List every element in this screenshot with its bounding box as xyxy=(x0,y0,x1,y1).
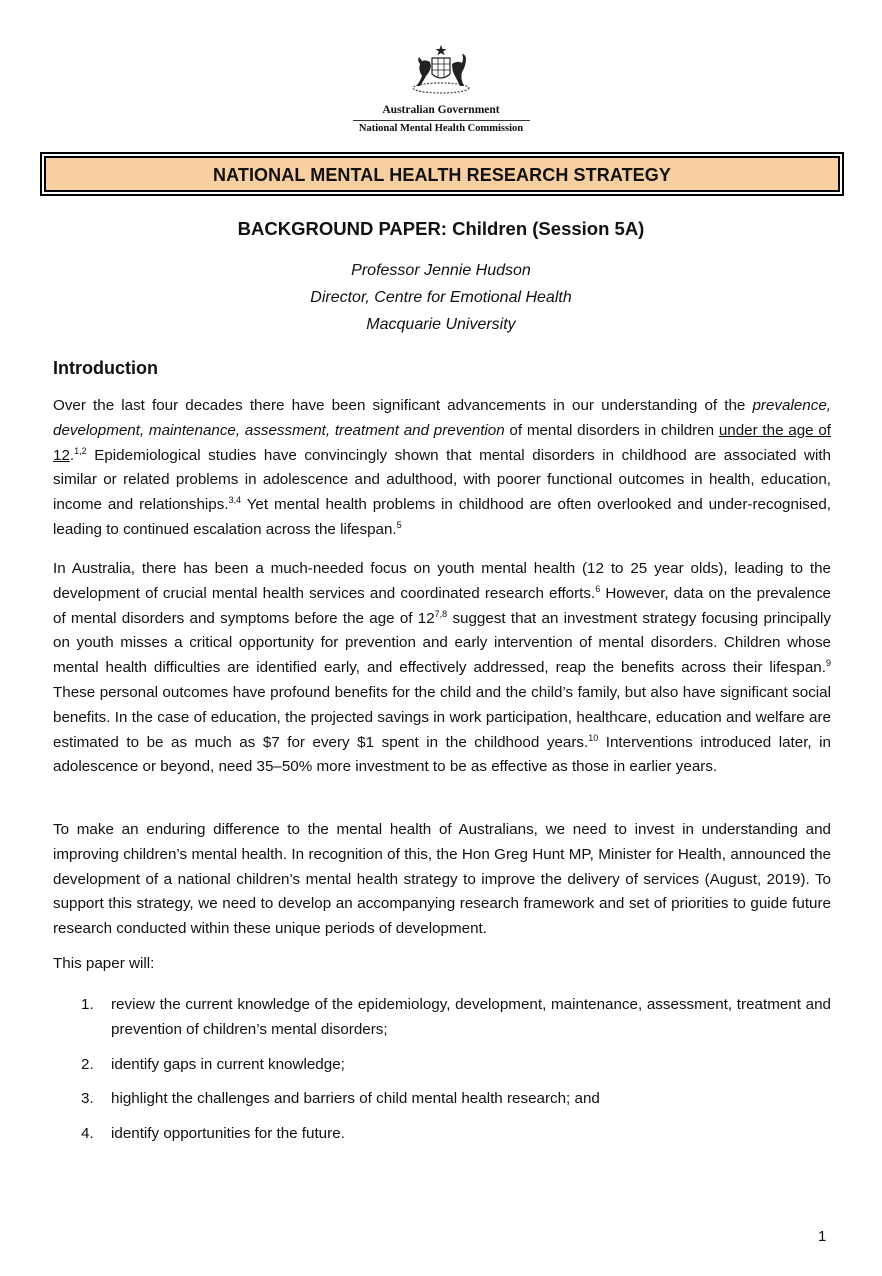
list-item: 2. identify gaps in current knowledge; xyxy=(81,1055,345,1073)
coat-of-arms-logo xyxy=(0,44,882,96)
list-item: 4. identify opportunities for the future. xyxy=(81,1125,345,1143)
page-number: 1 xyxy=(818,1228,827,1245)
commission-name: National Mental Health Commission xyxy=(358,123,524,134)
list-item: 1. review the current knowledge of the epidemiology, development, maintenance, assessment, treatment and prevention of children’s mental disorders; xyxy=(81,996,831,1038)
aims-list xyxy=(53,993,831,1157)
list-item: 3. highlight the challenges and barriers of child mental health research; and xyxy=(81,1090,600,1108)
intro-paragraph-3: To make an enduring difference to the mental health of Australians, we need to invest in understanding and improving children’s mental health. In recognition of this, the Hon Greg Hunt MP, Minister for Health, announced the development of a national children’s mental health strategy to improve the delivery of services (August, 2019). To support this strategy, we need to develop an accompanying research framework and set of priorities to guide future research conducted within these unique periods of development. xyxy=(53,821,831,938)
intro-paragraph-1: Over the last four decades there have been significant advancements in our understanding of the prevalence, development, maintenance, assessment, treatment and prevention of mental disorders in children under the age of 12.$^{1,2}$ Epidemiological studies have convincingly shown that mental disorders in childhood are associated with similar or related problems in adolescence and adulthood, with poorer functional outcomes in health, education, income and relationships.$^{3,4}$ Yet mental health problems in childhood are often overlooked and under-recognised, leading to continued escalation across the lifespan.$^5$ xyxy=(53,397,831,538)
intro-paragraph-2: In Australia, there has been a much-needed focus on youth mental health (12 to 25 year olds), leading to the development of crucial mental health services and coordinated research efforts.$^6$ However, data on the prevalence of mental disorders and symptoms before the age of 12$^{7,8}$ suggest that an investment strategy focusing principally on youth misses a critical opportunity for prevention and early intervention of mental disorders. Children whose mental health difficulties are identified early, and effectively addressed, reap the benefits across their lifespan.$^9$ These personal outcomes have profound benefits for the child and the child’s family, but also have significant social benefits. In the case of education, the projected savings in work participation, healthcare, education and welfare are estimated to be as much as $7 for every $1 spent in the childhood years.$^{10}$ Interventions introduced later, in adolescence or beyond, need 35–50% more investment to be as effective as those in earlier years. xyxy=(53,560,831,776)
crest-icon xyxy=(408,44,474,96)
header-divider xyxy=(353,120,530,121)
author-institution: Macquarie University xyxy=(366,316,516,333)
banner-title: NATIONAL MENTAL HEALTH RESEARCH STRATEGY xyxy=(213,165,671,185)
author-name: Professor Jennie Hudson xyxy=(351,262,531,279)
government-name: Australian Government xyxy=(382,104,500,116)
section-heading: Introduction xyxy=(53,358,158,378)
paper-title: BACKGROUND PAPER: Children (Session 5A) xyxy=(237,218,645,239)
title-banner xyxy=(40,152,844,196)
list-lead: This paper will: xyxy=(53,955,155,972)
author-role: Director, Centre for Emotional Health xyxy=(310,289,572,306)
